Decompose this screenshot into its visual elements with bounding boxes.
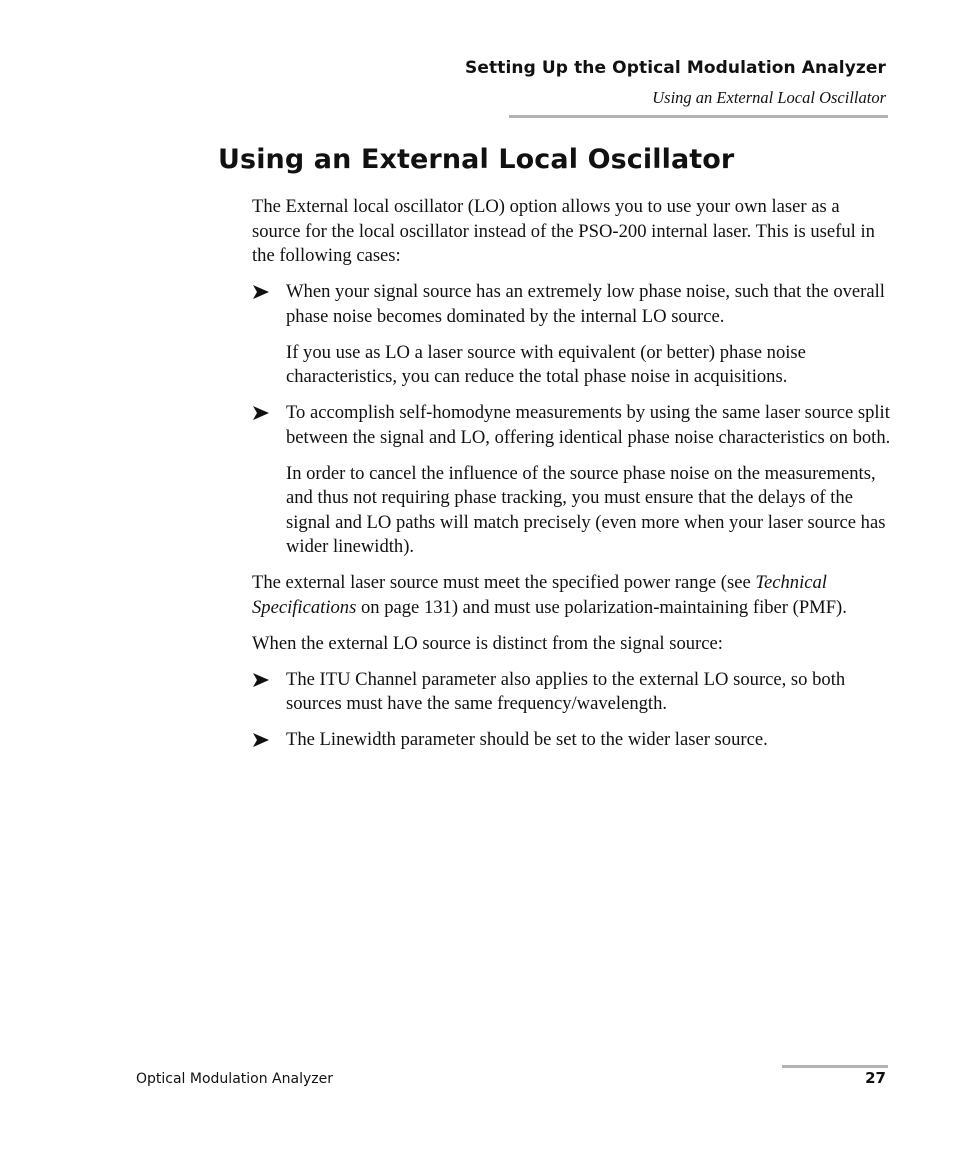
arrowhead-bullet-icon: [252, 732, 270, 748]
technical-specifications-link[interactable]: Technical Specifications: [252, 572, 827, 618]
power-text-before: The external laser source must meet the specified power range (see: [252, 572, 756, 593]
footer-product: Optical Modulation Analyzer: [136, 1071, 333, 1087]
arrowhead-bullet-icon: [252, 405, 270, 421]
distinct-intro: When the external LO source is distinct from the signal source:: [252, 632, 723, 654]
power-text-after: on page 131) and must use polarization-maintaining fiber (PMF).: [356, 596, 847, 618]
header-rule: [509, 115, 888, 118]
case-bullet-text: To accomplish self-homodyne measurements by using the same laser source split between the signal and LO, offering identical phase noise characteristics on both.: [286, 402, 891, 448]
page-heading: Using an External Local Oscillator: [218, 144, 735, 175]
case-note: If you use as LO a laser source with equivalent (or better) phase noise characteristics, you can reduce the total phase noise in acquisitions.: [286, 341, 806, 387]
distinct-bullet-text: The Linewidth parameter should be set to the wider laser source.: [286, 729, 768, 750]
case-bullet: [252, 280, 892, 329]
running-header-chapter: Setting Up the Optical Modulation Analyzer: [465, 58, 886, 78]
case-note: In order to cancel the influence of the source phase noise on the measurements, and thus not requiring phase tracking, you must ensure that the delays of the signal and LO paths will match precisely (even more when your laser source has wider linewidth).: [286, 462, 886, 557]
power-paragraph: [252, 571, 892, 620]
footer-rule: [782, 1065, 888, 1068]
page-number: 27: [865, 1069, 886, 1087]
body-text: [252, 195, 892, 764]
distinct-bullet: [252, 728, 892, 753]
arrowhead-bullet-icon: [252, 284, 270, 300]
distinct-bullet: [252, 668, 892, 717]
intro-paragraph: The External local oscillator (LO) option allows you to use your own laser as a source for the local oscillator instead of the PSO-200 internal laser. This is useful in the following cases:: [252, 196, 875, 266]
case-bullet-text: When your signal source has an extremely low phase noise, such that the overall phase noise becomes dominated by the internal LO source.: [286, 281, 885, 327]
running-header-section: Using an External Local Oscillator: [652, 88, 886, 107]
distinct-bullet-text: The ITU Channel parameter also applies to the external LO source, so both sources must have the same frequency/wavelength.: [286, 668, 846, 714]
arrowhead-bullet-icon: [252, 672, 270, 688]
case-bullet: [252, 401, 892, 450]
